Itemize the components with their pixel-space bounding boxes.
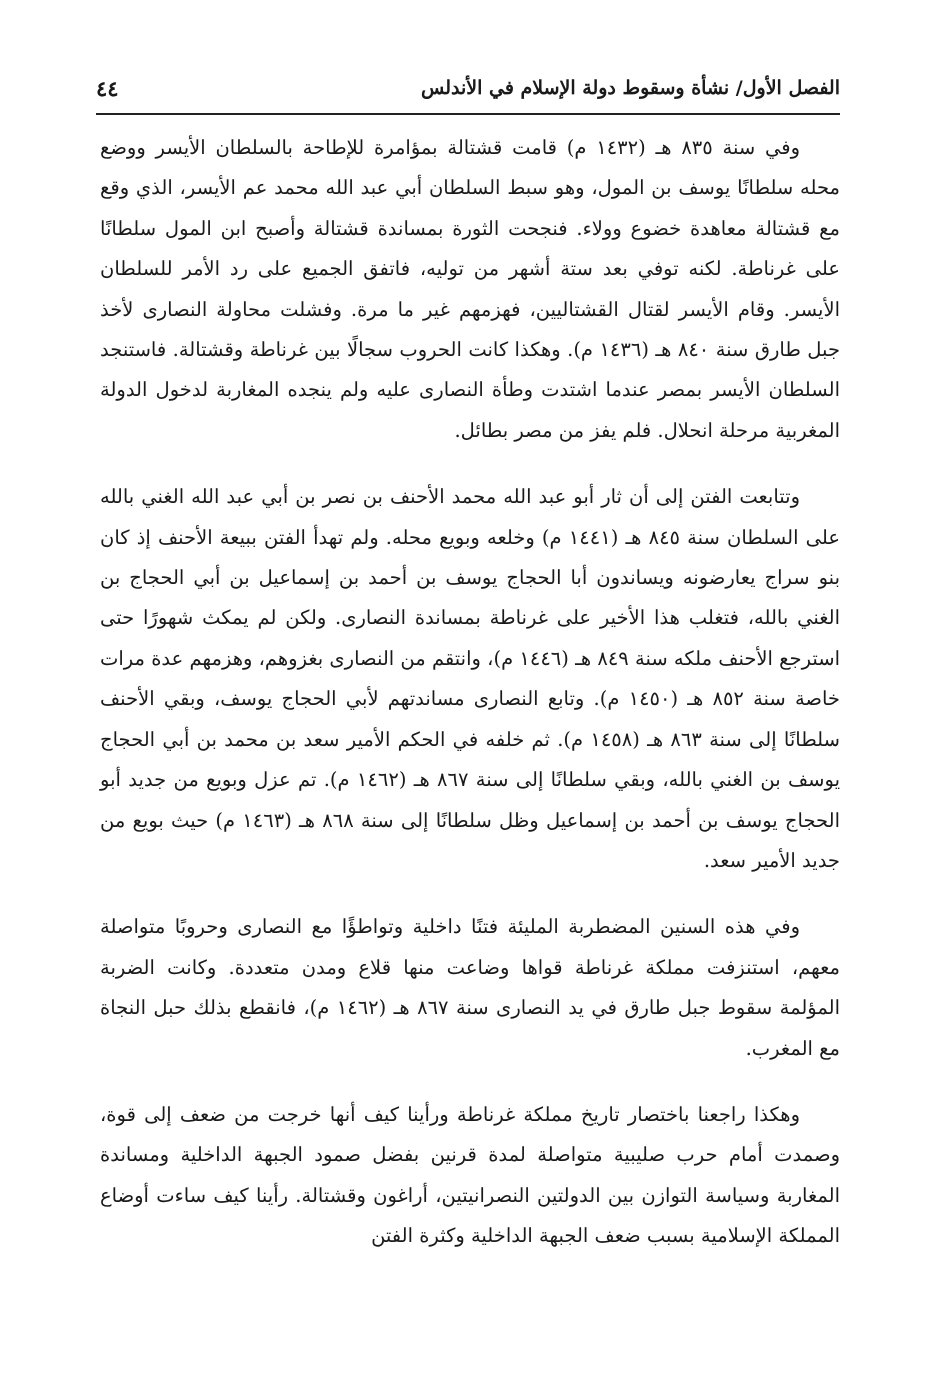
page-number: ٤٤: [96, 75, 119, 101]
running-header: [96, 68, 840, 108]
chapter-title: الفصل الأول/ نشأة وسقوط دولة الإسلام في الأندلس: [420, 77, 840, 99]
paragraph-3: وفي هذه السنين المضطربة المليئة فتنًا داخلية وتواطؤًا مع النصارى وحروبًا متواصلة معهم، استنزفت مملكة غرناطة قواها وضاعت منها قلاع ومدن متعددة. وكانت الضربة المؤلمة سقوط جبل طارق في يد النصارى سنة ٨٦٧ هـ (١٤٦٢ م)، فانقطع بذلك حبل النجاة مع المغرب.: [100, 915, 840, 1060]
paragraph-4: وهكذا راجعنا باختصار تاريخ مملكة غرناطة ورأينا كيف أنها خرجت من ضعف إلى قوة، وصمدت أمام حرب صليبية متواصلة لمدة قرنين بفضل صمود الجبهة الداخلية ومساندة المغاربة وسياسة التوازن بين الدولتين النصرانيتين، أراغون وقشتالة. رأينا كيف ساءت أوضاع المملكة الإسلامية بسبب ضعف الجبهة الداخلية وكثرة الفتن: [100, 1102, 840, 1248]
paragraph-1: وفي سنة ٨٣٥ هـ (١٤٣٢ م) قامت قشتالة بمؤامرة للإطاحة بالسلطان الأيسر ووضع محله سلطانًا يوسف بن المول، وهو سبط السلطان أبي عبد الله محمد عم الأيسر، الذي وقع مع قشتالة معاهدة خضوع وولاء. فنجحت الثورة بمساندة قشتالة وأصبح ابن المول سلطانًا على غرناطة. لكنه توفي بعد ستة أشهر من توليه، فاتفق الجميع على رد الأمر للسلطان الأيسر. وقام الأيسر لقتال القشتاليين، فهزمهم غير ما مرة. وفشلت محاولة النصارى لأخذ جبل طارق سنة ٨٤٠ هـ (١٤٣٦ م). وهكذا كانت الحروب سجالًا بين غرناطة وقشتالة. فاستنجد السلطان الأيسر بمصر عندما اشتدت وطأة النصارى عليه ولم ينجده المغاربة لدخول الدولة المغربية مرحلة انحلال. فلم يفز من مصر بطائل.: [100, 136, 840, 442]
paragraph-2: وتتابعت الفتن إلى أن ثار أبو عبد الله محمد الأحنف بن نصر بن أبي عبد الله الغني بالله على السلطان سنة ٨٤٥ هـ (١٤٤١ م) وخلعه وبويع محله. ولم تهدأ الفتن ببيعة الأحنف إذ كان بنو سراج يعارضونه ويساندون أبا الحجاج يوسف بن أحمد بن إسماعيل بن أبي الحجاج بن الغني بالله، فتغلب هذا الأخير على غرناطة بمساندة النصارى. ولكن لم يمكث شهورًا حتى استرجع الأحنف ملكه سنة ٨٤٩ هـ (١٤٤٦ م)، وانتقم من النصارى بغزوهم، وهزمهم عدة مرات خاصة سنة ٨٥٢ هـ (١٤٥٠ م). وتابع النصارى مساندتهم لأبي الحجاج يوسف، وبقي الأحنف سلطانًا إلى سنة ٨٦٣ هـ (١٤٥٨ م). ثم خلفه في الحكم الأمير سعد بن محمد بن أبي الحجاج يوسف بن الغني بالله، وبقي سلطانًا إلى سنة ٨٦٧ هـ (١٤٦٢ م). تم عزل وبويع من جديد أبو الحجاج يوسف بن أحمد بن إسماعيل وظل سلطانًا إلى سنة ٨٦٨ هـ (١٤٦٣ م) حيث بويع من جديد الأمير سعد.: [100, 485, 841, 872]
header-divider: [96, 113, 840, 115]
body-text: [100, 128, 840, 1257]
